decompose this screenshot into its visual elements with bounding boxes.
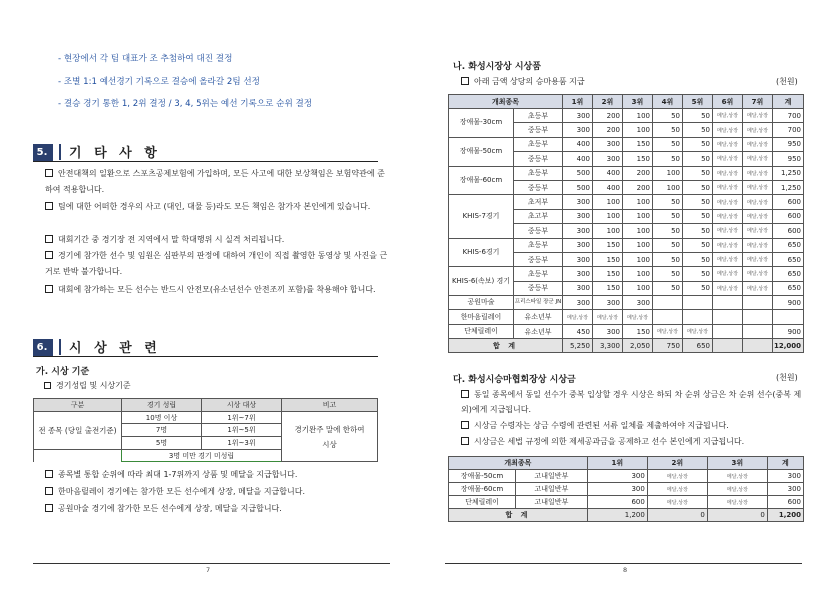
table-cell (742, 310, 772, 324)
table-cell: 400 (592, 166, 622, 180)
table-cell: 메달,상장 (562, 310, 592, 324)
table-cell: 100 (622, 195, 652, 209)
mayor-prize-table (448, 94, 804, 353)
footer-divider (33, 563, 390, 564)
table-cell: 300 (587, 470, 647, 483)
table-cell-event: 한마음릴레이 (449, 310, 514, 324)
table-cell: 50 (652, 281, 682, 295)
table-header: 구분 (34, 399, 122, 412)
table-cell: 50 (652, 209, 682, 223)
table-cell: 메달,상장 (712, 238, 742, 252)
table-cell: 300 (767, 470, 803, 483)
table-header: 2위 (592, 95, 622, 109)
table-cell-total: 1,200 (587, 509, 647, 522)
table-cell: 100 (622, 224, 652, 238)
table-cell: 300 (592, 137, 622, 151)
table-cell: 1위~7위 (202, 412, 282, 424)
table-cell: 300 (562, 109, 592, 123)
table-cell: 메달,상장 (712, 252, 742, 266)
table-cell: 1위~3위 (202, 437, 282, 450)
table-cell: 700 (772, 123, 803, 137)
unit-label: (천원) (776, 77, 798, 86)
table-cell: 100 (622, 109, 652, 123)
table-header: 개최종목 (449, 95, 563, 109)
table-cell: 50 (682, 252, 712, 266)
table-cell: 메달,상장 (647, 483, 707, 496)
table-cell: 메달,상장 (742, 166, 772, 180)
checkbox-icon (461, 421, 469, 429)
table-cell-event: KHIS-6(속보) 경기 (449, 267, 514, 296)
table-cell: 100 (622, 252, 652, 266)
table-cell-division: 중등부 (514, 152, 563, 166)
table-row (449, 324, 804, 338)
table-cell: 400 (562, 152, 592, 166)
table-cell: 300 (592, 324, 622, 338)
table-row (449, 195, 804, 209)
table-cell (652, 296, 682, 310)
table-cell: 50 (652, 123, 682, 137)
prize-rule-item: 시상금은 세법 규정에 의한 제세공과금을 공제하고 선수 본인에게 지급됩니다. (461, 434, 811, 449)
table-cell-division: 초등부 (514, 109, 563, 123)
table-cell-minimum: 3명 미만 경기 미성립 (122, 450, 282, 462)
table-cell: 메달,상장 (707, 470, 767, 483)
table-cell (712, 310, 742, 324)
table-cell-total: 0 (707, 509, 767, 522)
table-cell: 메달,상장 (742, 137, 772, 151)
table-header: 1위 (562, 95, 592, 109)
table-cell: 메달,상장 (647, 470, 707, 483)
table-cell: 150 (592, 281, 622, 295)
table-cell-event: 장애물-30cm (449, 109, 514, 138)
table-cell-event: 공원마술 (449, 296, 514, 310)
table-cell: 메달,상장 (712, 109, 742, 123)
table-cell: 50 (652, 238, 682, 252)
table-total-label: 합 계 (449, 509, 588, 522)
table-header: 7위 (742, 95, 772, 109)
table-cell: 500 (562, 166, 592, 180)
table-row (449, 296, 804, 310)
prize-rule-item: 시상금 수령자는 상금 수령에 관련된 서류 일체를 제출하여야 지급됩니다. (461, 418, 806, 433)
table-cell: 100 (622, 123, 652, 137)
table-cell (712, 296, 742, 310)
award-note-item: 공원마술 경기에 참가한 모든 선수에게 상장, 메달을 지급합니다. (45, 501, 390, 517)
table-cell: 메달,상장 (742, 195, 772, 209)
sub-heading-mayor-prize: 나. 화성시장상 시상품 (453, 62, 541, 72)
table-cell: 50 (682, 137, 712, 151)
table-cell: 메달,상장 (647, 496, 707, 509)
table-cell (682, 296, 712, 310)
table-cell-category: 전 종목 (당일 출전기준) (34, 412, 122, 450)
section-5-header (33, 142, 378, 162)
table-cell: 메달,상장 (742, 224, 772, 238)
table-cell: 100 (592, 195, 622, 209)
table-cell (652, 310, 682, 324)
sub-heading-association-prize: 다. 화성시승마협회장상 시상금 (453, 375, 576, 385)
table-cell: 메달,상장 (622, 310, 652, 324)
table-cell-division: 초등부 (514, 267, 563, 281)
table-cell: 1위~5위 (202, 424, 282, 437)
notice-item: 안전대책의 일환으로 스포츠공제보험에 가입하며, 모든 사고에 대한 보상책임은 보험약관에 준하여 적용합니다. (45, 169, 385, 194)
table-cell: 300 (562, 224, 592, 238)
table-row (449, 238, 804, 252)
table-cell: 200 (592, 109, 622, 123)
table-cell: 100 (592, 224, 622, 238)
table-cell: 메달,상장 (742, 180, 772, 194)
table-cell-event: KHIS-6경기 (449, 238, 514, 267)
table-cell-division: 유소년부 (514, 324, 563, 338)
table-cell: 메달,상장 (742, 281, 772, 295)
table-cell: 200 (622, 180, 652, 194)
table-cell-note: 경기완주 말에 한하여 시상 (282, 412, 378, 462)
table-cell: 메달,상장 (742, 123, 772, 137)
checkbox-icon (45, 169, 53, 177)
footer-divider (445, 563, 802, 564)
page-number: 7 (206, 566, 211, 574)
association-prize-table (448, 456, 804, 522)
table-cell: 메달,상장 (712, 166, 742, 180)
table-cell-division: 초저부 (514, 195, 563, 209)
table-cell: 100 (652, 180, 682, 194)
table-cell: 10명 이상 (122, 412, 202, 424)
table-cell-total: 650 (682, 339, 712, 353)
table-cell-total: 1,200 (767, 509, 803, 522)
table-cell-division: 고내일반부 (516, 483, 588, 496)
table-cell: 메달,상장 (742, 267, 772, 281)
table-cell-total (712, 339, 742, 353)
table-cell: 50 (652, 252, 682, 266)
table-cell: 150 (592, 238, 622, 252)
section-divider (59, 339, 61, 355)
table-cell: 메달,상장 (712, 123, 742, 137)
table-cell: 150 (622, 137, 652, 151)
table-cell: 메달,상장 (712, 195, 742, 209)
table-row (449, 310, 804, 324)
table-cell-division: 고내일반부 (516, 470, 588, 483)
table-cell-division: 프리스타일 장군 JN (514, 296, 563, 310)
section-6-title: 시 상 관 련 (69, 341, 161, 356)
table-cell-division: 초등부 (514, 166, 563, 180)
table-header: 계 (772, 95, 803, 109)
table-header: 계 (767, 457, 803, 470)
table-cell: 600 (772, 195, 803, 209)
table-cell: 100 (622, 209, 652, 223)
table-header: 경기 성립 (122, 399, 202, 412)
table-total-row (449, 339, 804, 353)
table-cell: 50 (682, 166, 712, 180)
table-cell-event: 장애물-60cm (449, 483, 516, 496)
table-cell: 메달,상장 (712, 281, 742, 295)
table-cell: 메달,상장 (592, 310, 622, 324)
table-cell: 50 (682, 238, 712, 252)
table-cell: 메달,상장 (742, 238, 772, 252)
table-cell: 50 (652, 267, 682, 281)
table-cell-division: 고내일반부 (516, 496, 588, 509)
table-cell: 200 (592, 123, 622, 137)
table-cell: 메달,상장 (712, 209, 742, 223)
table-cell: 50 (652, 152, 682, 166)
table-cell: 300 (562, 252, 592, 266)
table-cell: 50 (682, 109, 712, 123)
table-cell: 600 (772, 224, 803, 238)
table-cell: 100 (652, 166, 682, 180)
table-row (449, 470, 804, 483)
table-cell-event: 단체릴레이 (449, 324, 514, 338)
award-note-item: 종목별 통합 순위에 따라 최대 1-7위까지 상품 및 메달을 지급합니다. (45, 467, 390, 483)
table-cell-division: 초등부 (514, 137, 563, 151)
table-cell: 메달,상장 (707, 496, 767, 509)
table-cell: 50 (682, 180, 712, 194)
award-criteria-note: 경기성립 및 시상기준 (44, 380, 131, 391)
table-cell-division: 중등부 (514, 224, 563, 238)
table-cell: 메달,상장 (742, 209, 772, 223)
table-cell: 450 (562, 324, 592, 338)
table-header: 5위 (682, 95, 712, 109)
table-cell: 메달,상장 (712, 224, 742, 238)
table-cell: 600 (587, 496, 647, 509)
checkbox-icon (461, 77, 469, 85)
table-cell-division: 중등부 (514, 281, 563, 295)
checkbox-icon (45, 251, 53, 259)
sub-heading-award-criteria: 가. 시상 기준 (36, 367, 90, 377)
table-cell-division: 중등부 (514, 252, 563, 266)
table-cell: 900 (772, 324, 803, 338)
checkbox-icon (45, 487, 53, 495)
table-cell: 300 (562, 209, 592, 223)
table-cell-total: 0 (647, 509, 707, 522)
award-criteria-table (33, 398, 378, 462)
notice-item: 대회에 참가하는 모든 선수는 반드시 안전모(유소년선수 안전조끼 포함)를 착용해야 합니다. (45, 282, 390, 298)
table-cell-division: 초고부 (514, 209, 563, 223)
table-cell-total (742, 339, 772, 353)
table-header: 1위 (587, 457, 647, 470)
notice-item: 팀에 대한 어떠한 경우의 사고 (대인, 대물 등)라도 모든 책임은 참가자 본인에게 있습니다. (45, 199, 390, 215)
table-cell: 50 (682, 224, 712, 238)
table-cell-total: 5,250 (562, 339, 592, 353)
table-cell-total: 12,000 (772, 339, 803, 353)
prize-rule-item: 동일 종목에서 동일 선수가 중복 입상할 경우 시상은 하되 차 순위 상금은 차 순위 선수(중복 제외)에게 지급됩니다. (461, 390, 802, 414)
table-cell: 600 (772, 209, 803, 223)
table-cell: 메달,상장 (707, 483, 767, 496)
rule-line-1: - 현장에서 각 팀 대표가 조 추첨하여 대진 결정 (58, 54, 233, 64)
table-total-row (449, 509, 804, 522)
table-row (449, 109, 804, 123)
table-cell: 150 (622, 324, 652, 338)
table-cell: 100 (622, 238, 652, 252)
table-total-label: 합 계 (449, 339, 563, 353)
table-header: 2위 (647, 457, 707, 470)
table-header: 3위 (707, 457, 767, 470)
table-cell: 100 (622, 267, 652, 281)
table-cell: 500 (562, 180, 592, 194)
page-number: 8 (623, 566, 628, 574)
table-row (449, 267, 804, 281)
table-cell: 300 (767, 483, 803, 496)
notice-item: 경기에 참가한 선수 및 임원은 심판부의 판정에 대하여 개인이 직접 촬영한 동영상 및 사진을 근거로 반박 불가합니다. (45, 251, 388, 276)
table-cell: 650 (772, 267, 803, 281)
table-header: 3위 (622, 95, 652, 109)
table-cell: 메달,상장 (652, 324, 682, 338)
table-header: 개최종목 (449, 457, 588, 470)
table-cell: 650 (772, 238, 803, 252)
mayor-prize-note: 아래 금액 상당의 승마용품 지급 (461, 76, 585, 87)
section-5-title: 기 타 사 항 (69, 146, 161, 161)
table-cell: 50 (652, 137, 682, 151)
table-cell: 700 (772, 109, 803, 123)
table-header: 4위 (652, 95, 682, 109)
table-cell: 50 (652, 109, 682, 123)
checkbox-icon (461, 390, 469, 398)
table-cell: 100 (622, 281, 652, 295)
table-header: 시상 대상 (202, 399, 282, 412)
table-cell: 메달,상장 (712, 137, 742, 151)
table-cell: 950 (772, 137, 803, 151)
table-cell-event: 장애물-60cm (449, 166, 514, 195)
checkbox-icon (45, 285, 53, 293)
table-cell: 메달,상장 (712, 180, 742, 194)
table-cell (742, 296, 772, 310)
table-cell-division: 유소년부 (514, 310, 563, 324)
table-cell: 300 (562, 267, 592, 281)
table-cell: 메달,상장 (712, 267, 742, 281)
table-cell-total: 2,050 (622, 339, 652, 353)
table-cell: 300 (562, 296, 592, 310)
table-cell (742, 324, 772, 338)
mayor-prize-table-body (449, 109, 804, 353)
table-cell: 50 (682, 281, 712, 295)
table-cell: 650 (772, 252, 803, 266)
table-cell: 150 (592, 267, 622, 281)
table-row (449, 496, 804, 509)
table-cell: 7명 (122, 424, 202, 437)
table-cell: 1,250 (772, 166, 803, 180)
table-cell-event: KHIS-7경기 (449, 195, 514, 238)
table-cell: 50 (682, 152, 712, 166)
checkbox-icon (45, 202, 53, 210)
table-cell: 50 (682, 123, 712, 137)
table-cell-division: 중등부 (514, 180, 563, 194)
table-cell: 150 (622, 152, 652, 166)
table-cell: 메달,상장 (742, 109, 772, 123)
table-cell: 300 (592, 152, 622, 166)
section-6-number: 6. (33, 339, 53, 356)
table-cell: 메달,상장 (742, 152, 772, 166)
table-cell: 150 (592, 252, 622, 266)
table-row (449, 166, 804, 180)
left-page (0, 0, 417, 590)
checkbox-icon (45, 470, 53, 478)
checkbox-icon (44, 382, 51, 389)
table-cell (772, 310, 803, 324)
table-cell: 200 (622, 166, 652, 180)
checkbox-icon (45, 504, 53, 512)
right-page (417, 0, 835, 590)
table-cell-event: 장애물-50cm (449, 137, 514, 166)
table-cell: 300 (592, 296, 622, 310)
rule-line-3: - 결승 경기 통한 1, 2위 결정 / 3, 4, 5위는 예선 기록으로 순위 결정 (58, 99, 313, 109)
table-header: 비고 (282, 399, 378, 412)
table-cell-division: 중등부 (514, 123, 563, 137)
table-cell: 1,250 (772, 180, 803, 194)
section-divider (59, 144, 61, 160)
table-cell (712, 324, 742, 338)
table-cell-total: 3,300 (592, 339, 622, 353)
table-cell: 50 (652, 224, 682, 238)
table-cell: 400 (562, 137, 592, 151)
table-cell-division: 초등부 (514, 238, 563, 252)
table-cell: 650 (772, 281, 803, 295)
table-cell-event: 장애물-50cm (449, 470, 516, 483)
table-cell: 메달,상장 (712, 152, 742, 166)
table-cell: 300 (622, 296, 652, 310)
table-cell: 300 (562, 238, 592, 252)
rule-line-2: - 조별 1:1 예선경기 기록으로 결승에 올라갈 2팀 선정 (58, 77, 260, 87)
table-cell (682, 310, 712, 324)
section-6-header (33, 337, 378, 357)
table-cell: 50 (682, 209, 712, 223)
table-cell: 900 (772, 296, 803, 310)
table-header: 6위 (712, 95, 742, 109)
section-5-number: 5. (33, 144, 53, 161)
table-cell: 5명 (122, 437, 202, 450)
table-cell-total: 750 (652, 339, 682, 353)
table-cell: 300 (587, 483, 647, 496)
checkbox-icon (461, 437, 469, 445)
unit-label: (천원) (776, 373, 798, 382)
table-cell: 300 (562, 123, 592, 137)
award-note-item: 한마음릴레이 경기에는 참가한 모든 선수에게 상장, 메달을 지급합니다. (45, 484, 390, 500)
table-cell: 메달,상장 (742, 252, 772, 266)
table-cell: 300 (562, 281, 592, 295)
notice-item: 대회기간 중 경기장 전 지역에서 말 학대행위 시 실격 처리됩니다. (45, 232, 390, 248)
table-cell: 50 (682, 195, 712, 209)
checkbox-icon (45, 235, 53, 243)
table-cell: 100 (592, 209, 622, 223)
table-cell: 400 (592, 180, 622, 194)
table-cell: 50 (652, 195, 682, 209)
table-cell: 50 (682, 267, 712, 281)
table-cell: 950 (772, 152, 803, 166)
table-row (449, 137, 804, 151)
table-cell-event: 단체릴레이 (449, 496, 516, 509)
table-cell: 메달,상장 (682, 324, 712, 338)
table-cell: 300 (562, 195, 592, 209)
table-row (449, 483, 804, 496)
table-cell: 600 (767, 496, 803, 509)
